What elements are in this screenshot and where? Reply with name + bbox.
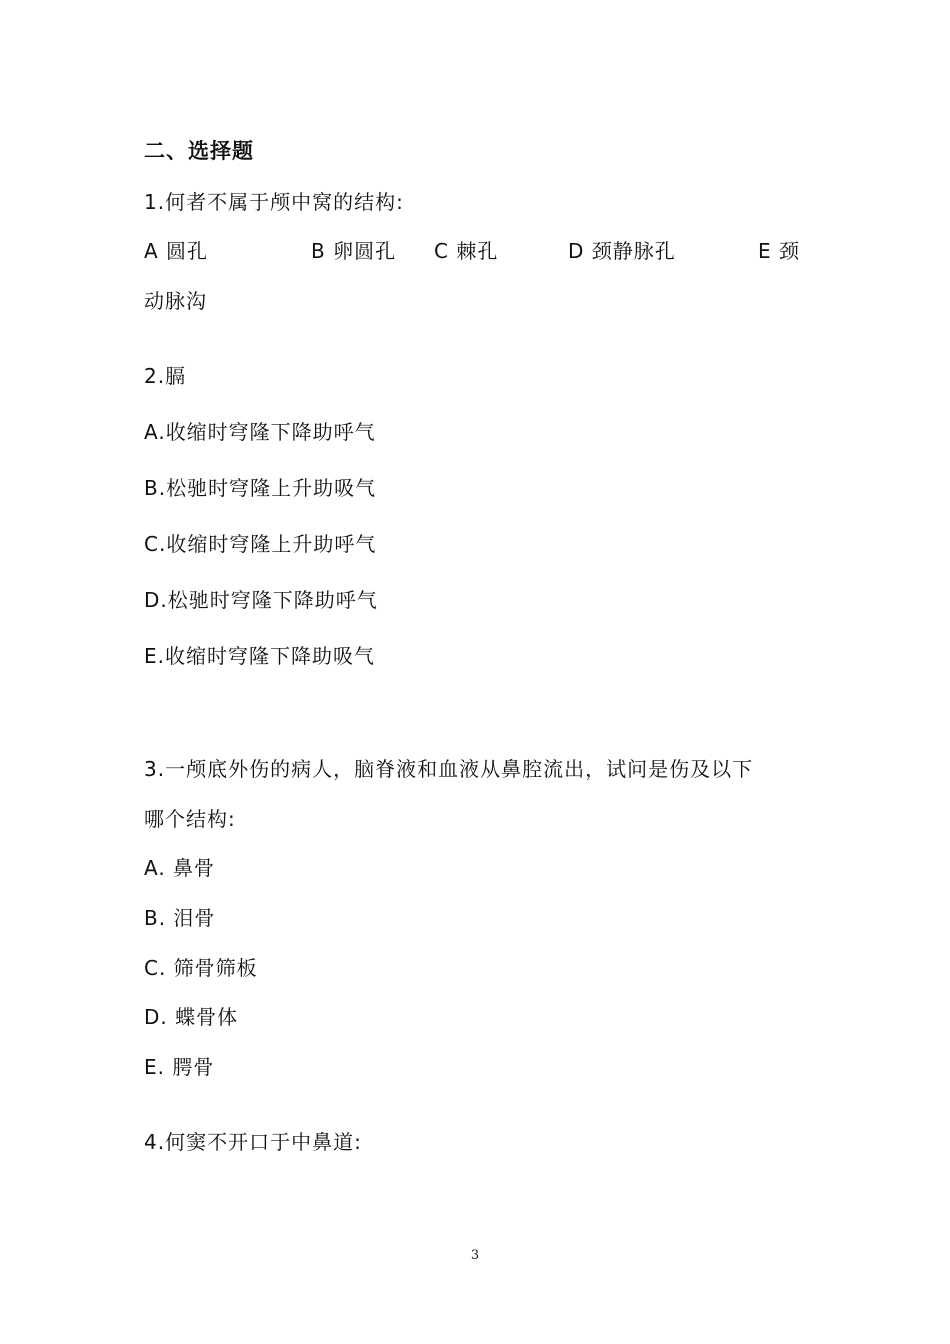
section-heading: 二、选择题 bbox=[144, 139, 254, 163]
question-3-option-d: D. 蝶骨体 bbox=[144, 1005, 239, 1029]
question-1-option-c: C 棘孔 bbox=[434, 239, 499, 263]
question-2-option-c: C.收缩时穹隆上升助呼气 bbox=[144, 532, 377, 556]
question-1-option-d: D 颈静脉孔 bbox=[568, 239, 676, 263]
question-3-option-a: A. 鼻骨 bbox=[144, 856, 216, 880]
question-3-option-e: E. 腭骨 bbox=[144, 1055, 215, 1079]
question-1-option-b: B 卵圆孔 bbox=[311, 239, 397, 263]
question-4-stem: 4.何窦不开口于中鼻道: bbox=[144, 1130, 362, 1154]
question-3-stem-line-2: 哪个结构: bbox=[144, 807, 236, 831]
question-2-option-b: B.松驰时穹隆上升助吸气 bbox=[144, 476, 377, 500]
question-3-option-c: C. 筛骨筛板 bbox=[144, 956, 258, 980]
question-2-option-e: E.收缩时穹隆下降助吸气 bbox=[144, 644, 375, 668]
question-1-option-a: A 圆孔 bbox=[144, 239, 209, 263]
question-1-continuation: 动脉沟 bbox=[144, 289, 207, 313]
question-2-option-a: A.收缩时穹隆下降助呼气 bbox=[144, 420, 376, 444]
question-3-option-b: B. 泪骨 bbox=[144, 906, 216, 930]
question-2-stem: 2.膈 bbox=[144, 364, 187, 388]
question-1-stem: 1.何者不属于颅中窝的结构: bbox=[144, 190, 404, 214]
question-1-option-e: E 颈 bbox=[758, 239, 800, 263]
question-2-option-d: D.松驰时穹隆下降助呼气 bbox=[144, 588, 378, 612]
question-3-stem-line-1: 3.一颅底外伤的病人，脑脊液和血液从鼻腔流出，试问是伤及以下 bbox=[144, 757, 754, 781]
page-number: 3 bbox=[470, 1248, 480, 1263]
